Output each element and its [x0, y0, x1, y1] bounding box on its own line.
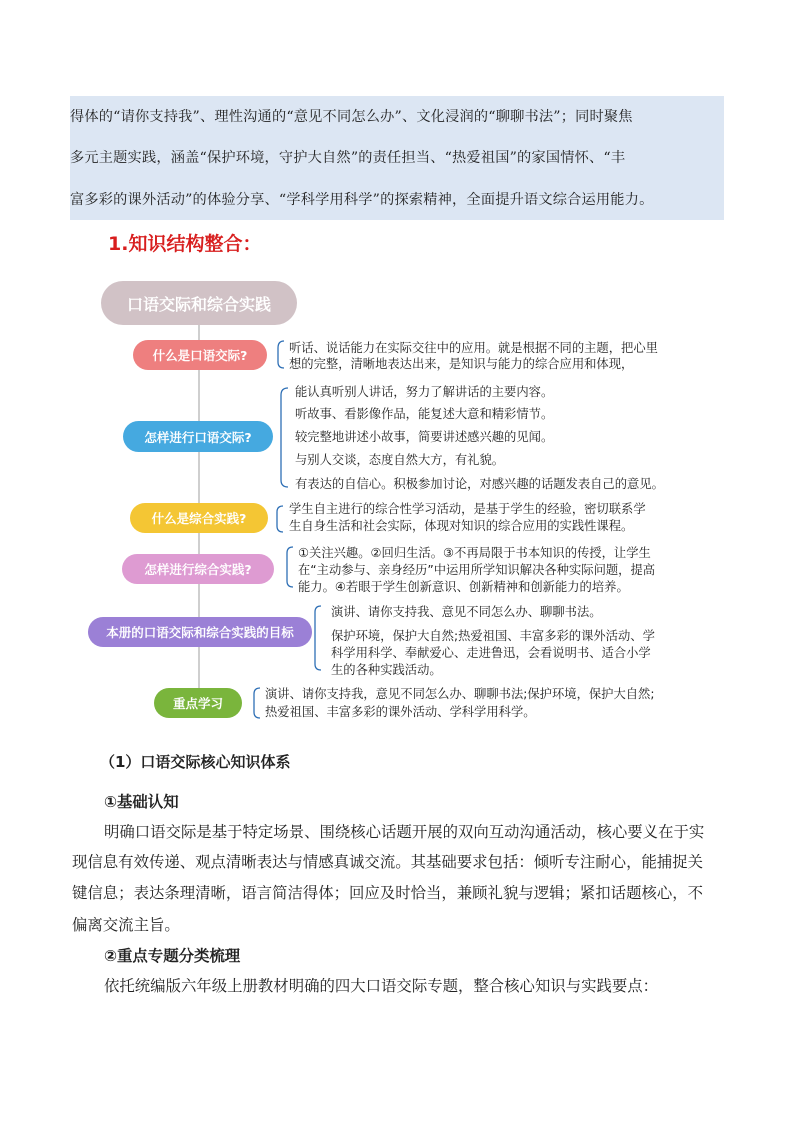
node4-line2: 在“主动参与、亲身经历”中运用所学知识解决各种实际问题，提高 — [298, 563, 656, 577]
intro-line-1: 得体的“请你支持我”、理性沟通的“意见不同怎么办”、文化浸润的“聊聊书法”；同时聚焦 — [70, 109, 633, 125]
body-heading-3: ②重点专题分类梳理 — [104, 947, 241, 965]
bracket-4 — [287, 547, 293, 587]
node2-line5: 有表达的自信心。积极参加讨论，对感兴趣的话题发表自己的意见。 — [295, 477, 664, 491]
node5-line2: 保护环境，保护大自然;热爱祖国、丰富多彩的课外活动、学 — [331, 629, 655, 643]
para1-line2: 现信息有效传递、观点清晰表达与情感真诚交流。其基础要求包括：倾听专注耐心，能捕捉关 — [72, 853, 704, 871]
node-goals: 本册的口语交际和综合实践的目标 — [88, 617, 312, 647]
node4-line1: ①关注兴趣。②回归生活。③不再局限于书本知识的传授，让学生 — [298, 546, 651, 560]
intro-line-2: 多元主题实践，涵盖“保护环境，守护大自然”的责任担当、“热爱祖国”的家国情怀、“丰 — [70, 150, 626, 166]
node2-line3: 较完整地讲述小故事，简要讲述感兴趣的见闻。 — [295, 430, 554, 444]
node-how-oral-communication: 怎样进行口语交际? — [123, 421, 273, 452]
node3-line1: 学生自主进行的综合性学习活动，是基于学生的经验，密切联系学 — [289, 502, 646, 516]
para2-line1: 依托统编版六年级上册教材明确的四大口语交际专题，整合核心知识与实践要点： — [104, 977, 659, 995]
mindmap-root: 口语交际和综合实践 — [101, 281, 297, 325]
para1-line4: 偏离交流主旨。 — [72, 916, 180, 934]
node-how-practice: 怎样进行综合实践? — [122, 554, 274, 584]
node5-line4: 生的各种实践活动。 — [331, 663, 442, 677]
bracket-3 — [277, 506, 283, 532]
node1-line1: 听话、说话能力在实际交往中的应用。就是根据不同的主题，把心里 — [289, 341, 658, 355]
body-heading-2: ①基础认知 — [104, 793, 179, 811]
intro-line-3: 富多彩的课外活动”的体验分享、“学科学用科学”的探索精神，全面提升语文综合运用能力。 — [70, 192, 654, 208]
bracket-2 — [281, 388, 288, 487]
body-heading-1: （1）口语交际核心知识体系 — [100, 753, 291, 771]
node5-line3: 科学用科学、奉献爱心、走进鲁迅，会看说明书、适合小学 — [331, 646, 651, 660]
node1-line2: 想的完整，清晰地表达出来，是知识与能力的综合应用和体现， — [289, 357, 634, 371]
section-heading: 1.知识结构整合： — [108, 233, 262, 255]
node5-line1: 演讲、请你支持我、意见不同怎么办、聊聊书法。 — [331, 605, 602, 619]
node2-line2: 听故事、看影像作品，能复述大意和精彩情节。 — [295, 407, 554, 421]
bracket-6 — [254, 688, 260, 718]
node3-line2: 生自身生活和社会实际，体现对知识的综合应用的实践性课程。 — [289, 519, 634, 533]
para1-line1: 明确口语交际是基于特定场景、围绕核心话题开展的双向互动沟通活动，核心要义在于实 — [104, 823, 705, 841]
node-what-is-oral-communication: 什么是口语交际? — [133, 340, 267, 370]
node-what-is-practice: 什么是综合实践? — [130, 503, 268, 533]
node2-line1: 能认真听别人讲话，努力了解讲话的主要内容。 — [295, 385, 554, 399]
node6-line2: 热爱祖国、丰富多彩的课外活动、学科学用科学。 — [265, 705, 536, 719]
bracket-1 — [278, 341, 284, 368]
node4-line3: 能力。④若眼于学生创新意识、创新精神和创新能力的培养。 — [298, 580, 629, 594]
para1-line3: 键信息；表达条理清晰，语言简洁得体；回应及时恰当，兼顾礼貌与逻辑；紧扣话题核心，不 — [72, 884, 704, 902]
node2-line4: 与别人交谈，态度自然大方，有礼貌。 — [295, 453, 505, 467]
node6-line1: 演讲、请你支持我，意见不同怎么办、聊聊书法;保护环境，保护大自然; — [265, 687, 655, 701]
node-key-study: 重点学习 — [154, 688, 242, 718]
bracket-5 — [315, 606, 321, 670]
